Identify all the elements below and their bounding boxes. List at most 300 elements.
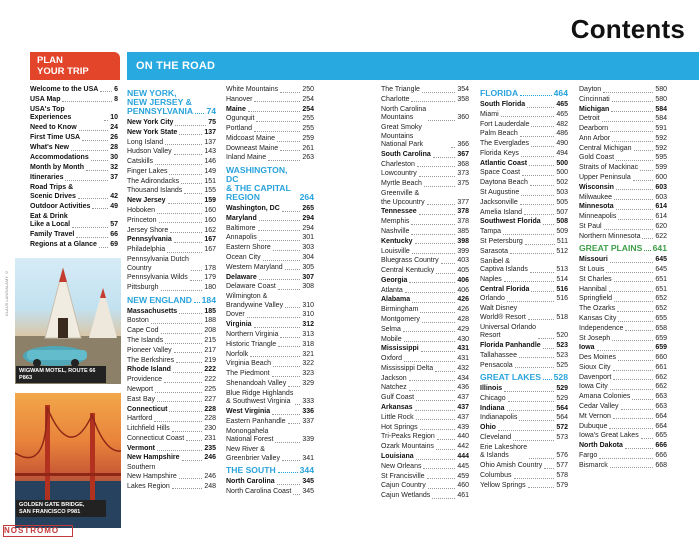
toc-entry-label: Eastern Shore [226,244,271,252]
toc-entry-label: Naples [480,275,502,283]
toc-page-number: 514 [556,275,568,283]
leader-dots [612,101,654,102]
toc-entry [579,413,667,422]
toc-entry [480,179,568,188]
toc-page-number: 520 [556,332,568,340]
toc-page-number: 230 [204,425,216,433]
leader-dots [176,362,202,363]
toc-page-number: 208 [204,327,216,335]
leader-dots [436,273,455,274]
toc-page-number: 573 [556,434,568,442]
toc-page-number: 248 [204,482,216,490]
toc-page-number: 663 [655,403,667,411]
toc-entry-label: Virginia [226,321,252,329]
section-heading [127,296,216,305]
toc-entry [226,283,314,292]
toc-entry [480,111,568,120]
leader-dots [76,237,108,238]
toc-entry-label: Myrtle Beach [381,180,422,188]
toc-entry [127,406,216,415]
toc-entry [480,352,568,361]
toc-entry [579,154,667,163]
leader-dots [543,224,555,225]
toc-page-number: 431 [457,345,469,353]
toc-entry-label: Thousand Islands [127,187,183,195]
toc-entry-label: Long Island [127,138,164,146]
leader-dots [159,222,203,223]
leader-dots [263,260,301,261]
toc-entry [127,148,216,157]
leader-dots [644,250,650,251]
toc-column-3 [381,86,469,502]
toc-entry [226,264,314,273]
toc-page-number: 10 [110,114,118,122]
toc-entry [127,386,216,395]
toc-entry [579,325,667,334]
toc-entry [381,306,469,315]
toc-page-number: 523 [556,351,568,359]
toc-entry [381,345,469,354]
toc-page-number: 508 [556,218,568,226]
toc-page-number: 603 [655,183,667,191]
toc-page-number: 518 [556,313,568,321]
leader-dots [409,380,456,381]
toc-entry-label: Iowa [579,344,595,352]
toc-entry-label: East Bay [127,395,156,403]
toc-page-number: 576 [556,452,568,460]
toc-entry [480,385,568,394]
toc-entry-label: Delaware Coast [226,283,276,291]
toc-entry-label: Western Maryland [226,263,283,271]
toc-page-number: 310 [302,301,314,309]
leader-dots [420,429,456,430]
toc-column-2 [226,86,314,498]
toc-entry [480,472,568,481]
toc-page-number: 482 [556,120,568,128]
leader-dots [411,224,455,225]
toc-entry [381,161,469,170]
stamp-text: NOSTROMO [4,526,60,535]
toc-entry-label: Itineraries [30,174,64,182]
toc-page-number: 294 [302,214,314,222]
toc-entry-label: Tampa [480,228,502,236]
leader-dots [609,428,653,429]
leader-dots [277,484,301,485]
toc-entry-label: Ozark Mountains [381,443,434,451]
leader-dots [182,460,203,461]
toc-entry [226,125,314,134]
toc-entry-label: New York City [127,119,174,126]
toc-entry [381,86,469,95]
toc-entry [226,215,314,224]
toc-page-number: 591 [655,125,667,133]
toc-entry-label: Dayton [579,86,602,93]
leader-dots [268,160,300,161]
toc-entry-label: White Mountains [226,86,279,93]
toc-entry [127,308,216,317]
toc-entry [30,154,118,162]
toc-entry [381,124,469,150]
toc-page-number: 614 [655,213,667,221]
leader-dots [82,140,108,141]
toc-entry-label: Ohio [480,424,496,432]
toc-entry-label: Montgomery [381,316,420,323]
toc-page-number: 461 [457,492,469,500]
toc-entry [30,86,118,94]
leader-dots [62,101,112,102]
toc-page-number: 345 [302,478,314,486]
toc-entry-label: Miami [480,110,499,118]
toc-entry [127,168,216,177]
toc-page-number: 37 [110,174,118,182]
leader-dots [412,302,455,303]
toc-entry [381,482,469,491]
toc-entry [579,266,667,275]
toc-entry [381,170,469,179]
toc-entry-label: Wilmington & Brandywine Valley [226,293,284,309]
toc-entry-label: Catskills [127,158,154,166]
toc-entry [127,139,216,148]
toc-entry [381,277,469,286]
toc-page-number: 426 [457,306,469,314]
leader-dots [610,467,654,468]
toc-entry-label: Jersey Shore [127,226,169,234]
leader-dots [277,141,300,142]
toc-entry [127,454,216,463]
toc-page-number: 149 [204,167,216,175]
toc-page-number: 668 [655,461,667,469]
leader-dots [186,440,202,441]
leader-dots [614,281,654,282]
leader-dots [519,357,554,358]
toc-page-number: 345 [302,488,314,495]
toc-entry [579,174,667,183]
toc-entry [381,326,469,335]
toc-page-number: 378 [457,208,469,216]
leader-dots [610,389,654,390]
toc-page-number: 219 [204,356,216,364]
toc-page-number: 584 [655,105,667,113]
toc-entry [226,254,314,263]
toc-entry-label: Washington, DC [226,205,280,213]
toc-entry-label: Northern Minnesota [579,232,641,240]
toc-entry-label: Fort Lauderdale [480,120,530,128]
toc-entry [579,276,667,285]
leader-dots [411,101,455,102]
toc-page-number: 614 [655,203,667,211]
toc-entry [381,336,469,345]
leader-dots [498,430,554,431]
toc-page-number: 523 [556,341,568,349]
leader-dots [280,92,300,93]
leader-dots [602,121,654,122]
section-page-number: 74 [206,106,216,116]
toc-entry [480,434,568,443]
toc-entry-label: Month by Month [30,164,85,172]
toc-entry [381,433,469,442]
leader-dots [78,198,108,199]
toc-entry-label: Jackson [381,374,407,382]
toc-entry-label: Kansas City [579,315,617,322]
toc-entry [226,408,314,417]
leader-dots [422,92,455,93]
leader-dots [616,209,654,210]
toc-entry [480,140,568,149]
toc-entry [127,357,216,366]
toc-entry [480,276,568,285]
toc-entry-label: St Charles [579,275,612,283]
toc-entry [226,96,314,105]
leader-dots [256,121,300,122]
leader-dots [528,319,554,320]
leader-dots [72,227,108,228]
leader-dots [278,472,298,473]
toc-page-number: 377 [457,198,469,206]
golden-gate-caption: GOLDEN GATE BRIDGE, SAN FRANCISCO P981 [16,500,106,517]
toc-entry [30,106,118,123]
toc-page-number: 225 [204,385,216,393]
leader-dots [172,488,203,489]
toc-entry-label: Regions at a Glance [30,241,97,249]
toc-entry-label: The Triangle [381,86,420,93]
section-heading [226,466,314,475]
toc-entry-label: North Carolina Mountains [381,105,427,122]
leader-dots [416,419,456,420]
toc-entry-label: Iowa's Great Lakes [579,432,639,440]
toc-page-number: 429 [457,325,469,333]
toc-entry [30,96,118,104]
toc-entry-label: Central Kentucky [381,267,435,275]
toc-entry [381,208,469,217]
leader-dots [409,390,456,391]
toc-entry-label: South Carolina [381,150,431,158]
leader-dots [254,101,300,102]
leader-dots [254,131,300,132]
toc-page-number: 577 [556,462,568,470]
leader-dots [530,185,554,186]
toc-page-number: 57 [110,221,118,229]
leader-dots [640,170,653,171]
toc-entry-label: Connecticut [127,405,168,413]
toc-page-number: 437 [457,394,469,402]
toc-entry [480,189,568,198]
toc-entry [579,86,667,95]
toc-entry-label: Southern New Hampshire [127,464,177,480]
toc-entry [127,366,216,375]
toc-entry-label: Springfield [579,295,613,303]
toc-entry [30,174,118,182]
leader-dots [280,337,300,338]
toc-entry-label: Mississippi [381,345,419,353]
toc-page-number: 143 [204,148,216,156]
toc-entry-label: Orlando [480,295,505,303]
toc-entry-label: New York State [127,128,178,136]
toc-page-number: 661 [655,363,667,371]
toc-entry [127,445,216,454]
leader-dots [195,113,204,114]
toc-entry-label: Midcoast Maine [226,134,276,142]
toc-entry-label: Sanibel & Captiva Islands [480,257,528,274]
leader-dots [433,157,456,158]
toc-page-number: 188 [204,317,216,325]
toc-entry [226,331,314,340]
toc-entry [226,234,314,243]
leader-dots [606,272,653,273]
toc-entry [127,415,216,424]
toc-entry [127,483,216,492]
toc-entry [226,145,314,154]
toc-page-number: 385 [457,227,469,235]
toc-entry-label: West Virginia [226,408,271,416]
toc-entry-label: South Florida [480,101,526,108]
leader-dots [104,120,108,121]
leader-dots [428,488,456,489]
toc-page-number: 432 [457,364,469,372]
toc-page-number: 231 [204,434,216,442]
toc-entry-label: Princeton [127,216,157,224]
toc-page-number: 28 [110,144,118,152]
toc-page-number: 26 [110,134,118,142]
toc-page-number: 529 [556,394,568,402]
section-heading [579,244,667,253]
toc-page-number: 151 [204,177,216,185]
toc-page-number: 505 [556,198,568,206]
toc-page-number: 146 [204,158,216,166]
toc-entry [127,347,216,356]
toc-page-number: 500 [556,159,568,167]
leader-dots [525,244,555,245]
section-page-number: 184 [201,294,216,305]
toc-entry-label: Charlotte [381,95,410,103]
toc-entry-label: Pittsburgh [127,284,159,292]
leader-dots [416,459,456,460]
toc-entry-label: Providence [127,376,163,384]
leader-dots [504,391,554,392]
toc-entry [127,435,216,444]
toc-page-number: 645 [655,256,667,264]
toc-page-number: 329 [302,379,314,387]
toc-entry-label: The Islands [127,337,164,345]
toc-entry [226,225,314,234]
leader-dots [151,323,203,324]
toc-entry [127,227,216,236]
toc-entry [30,164,118,172]
toc-entry [30,213,118,230]
toc-entry-label: Sarasota [480,247,509,255]
leader-dots [259,279,301,280]
toc-entry-label: Hartford [127,415,153,423]
leader-dots [421,351,456,352]
leader-dots [597,350,654,351]
toc-entry-label: Little Rock [381,413,414,421]
toc-entry-label: Hot Springs [381,423,418,431]
toc-entry [579,135,667,144]
toc-entry [480,405,568,414]
toc-entry [381,96,469,105]
section-heading [226,166,314,202]
toc-entry-label: Alabama [381,296,411,304]
toc-entry-label: Michigan [579,105,610,113]
toc-entry-label: Cedar Valley [579,403,619,411]
toc-page-number: 405 [457,267,469,275]
toc-entry-label: Yellow Springs [480,481,526,489]
toc-entry [480,218,568,227]
toc-entry [381,267,469,276]
toc-entry [127,327,216,336]
toc-page-number: 513 [556,266,568,274]
leader-dots [508,401,555,402]
toc-entry-label: New Hampshire [127,454,180,462]
on-the-road-label: ON THE ROAD [136,60,216,72]
leader-dots [169,411,202,412]
leader-dots [254,327,301,328]
toc-entry [480,286,568,295]
leader-dots [538,338,554,339]
leader-dots [527,107,554,108]
toc-page-number: 620 [655,222,667,230]
leader-dots [531,126,554,127]
leader-dots [91,160,108,161]
toc-page-number: 378 [457,218,469,226]
toc-page-number: 367 [457,150,469,158]
toc-page-number: 254 [302,105,314,113]
leader-dots [79,130,109,131]
toc-page-number: 572 [556,424,568,432]
toc-entry-label: St Petersburg [480,237,523,245]
leader-dots [419,214,456,215]
toc-entry [381,238,469,247]
toc-entry-label: Indiana [480,404,505,412]
leader-dots [411,234,455,235]
toc-entry [226,135,314,144]
toc-page-number: 308 [302,283,314,291]
leader-dots [625,330,653,331]
toc-page-number: 445 [457,462,469,470]
toc-entry [226,154,314,163]
toc-page-number: 512 [556,247,568,255]
toc-entry [579,223,667,232]
toc-page-number: 398 [457,237,469,245]
toc-page-number: 312 [302,321,314,329]
leader-dots [520,95,551,96]
toc-entry-label: Selma [381,325,401,333]
leader-dots [519,420,554,421]
toc-entry-label: Central Michigan [579,144,632,152]
toc-entry-label: Ann Arbor [579,134,611,142]
toc-page-number: 651 [655,275,667,283]
toc-entry-label: Maryland [226,214,257,222]
leader-dots [420,312,455,313]
toc-page-number: 155 [204,187,216,195]
toc-entry-label: Northern Virginia [226,331,279,339]
toc-entry-label: Natchez [381,384,407,392]
toc-page-number: 442 [457,443,469,451]
toc-entry [226,390,314,407]
toc-page-number: 246 [204,472,216,480]
leader-dots [521,195,554,196]
leader-dots [92,208,108,209]
toc-entry-label: Kentucky [381,237,413,245]
toc-entry-label: Rhode Island [127,366,171,374]
toc-entry [579,125,667,134]
toc-entry-label: St Francisville [381,472,425,480]
leader-dots [419,176,456,177]
toc-page-number: 666 [655,442,667,450]
toc-page-number: 6 [114,86,118,93]
toc-page-number: 592 [655,144,667,152]
toc-entry [480,342,568,351]
leader-dots [100,91,112,92]
